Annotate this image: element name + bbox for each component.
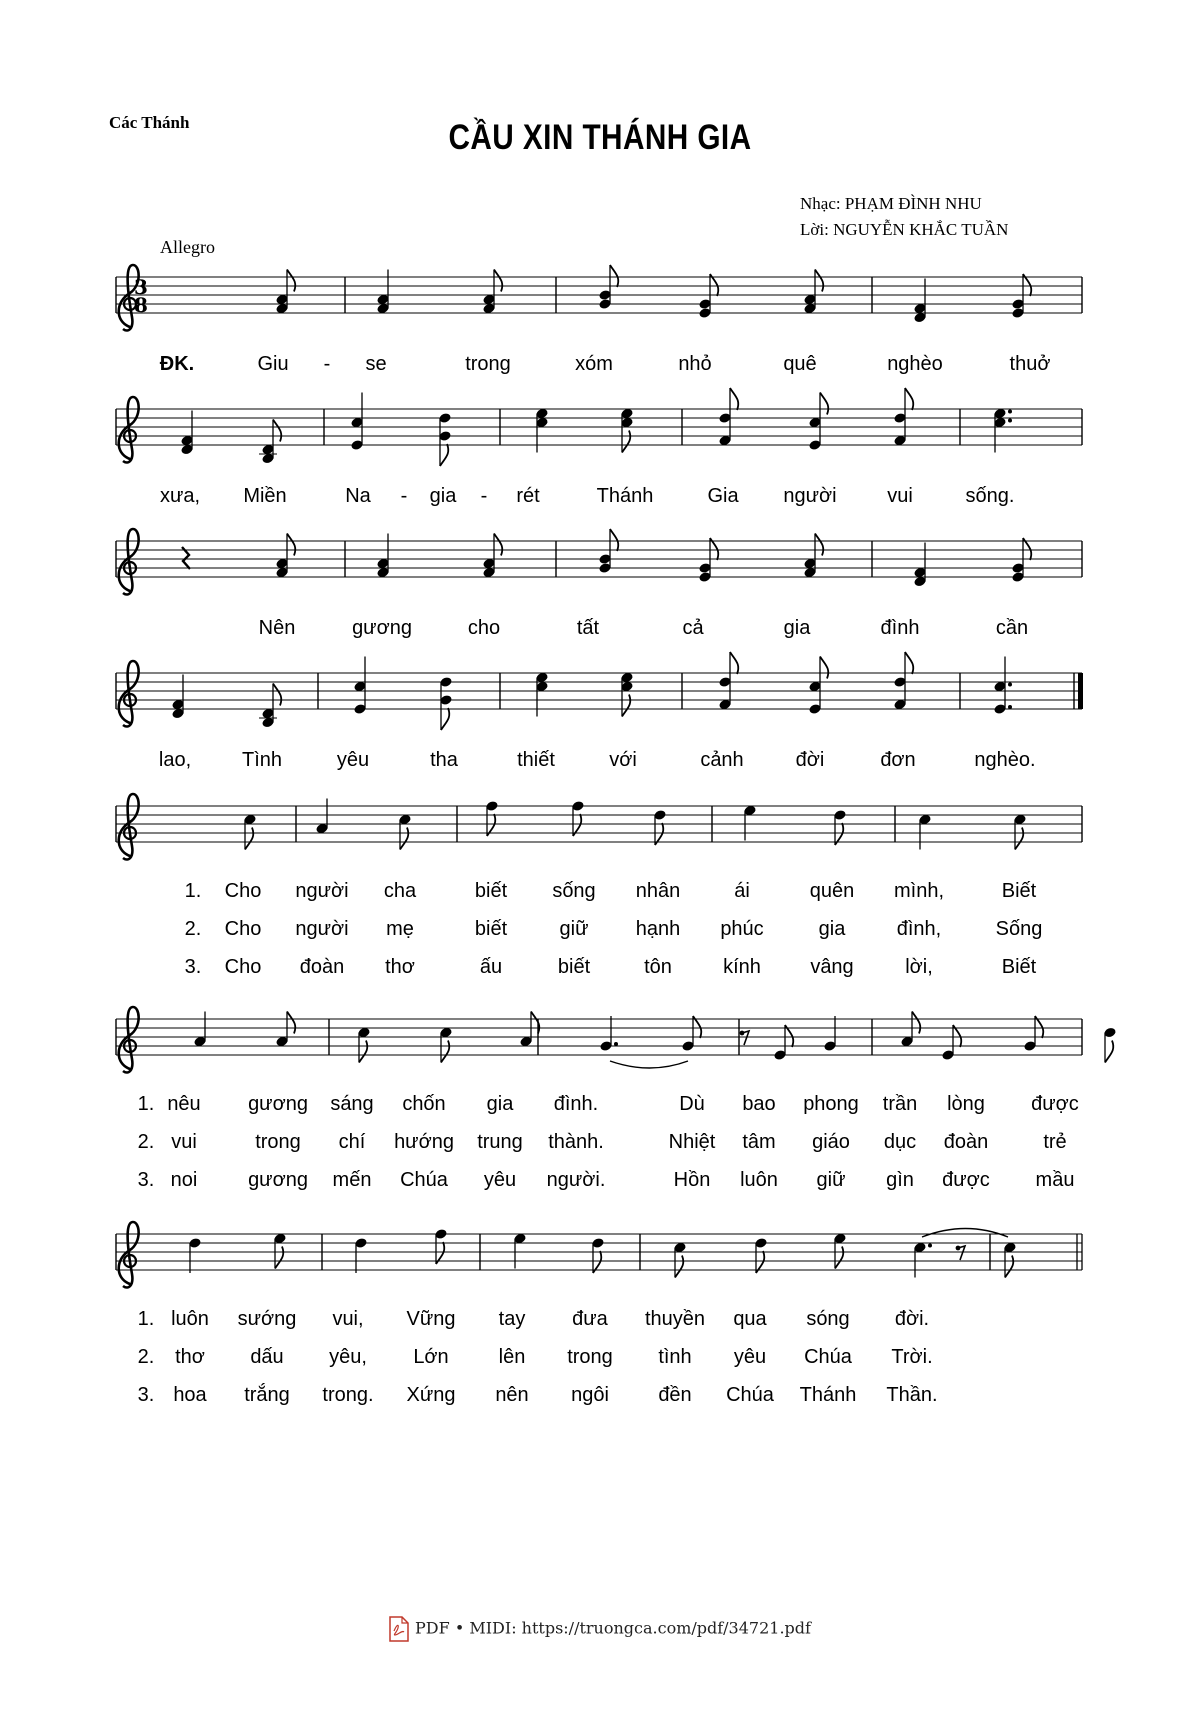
tempo-marking: Allegro [160, 237, 215, 257]
lyric-syllable: đưa [572, 1308, 608, 1330]
note-flag [287, 270, 295, 292]
lyric-syllable: dục [883, 1131, 917, 1153]
note-flag [275, 1247, 283, 1269]
lyric-syllable: đền [658, 1384, 692, 1406]
lyric-syllable: tâm [742, 1131, 776, 1153]
lyric-syllable: phong [803, 1093, 859, 1115]
lyric-syllable: nghèo. [974, 749, 1036, 771]
lyric-syllable: Biết [1001, 880, 1037, 902]
lyric-syllable: người [295, 880, 349, 902]
lyric-syllable: lao, [158, 749, 192, 771]
lyric-syllable: ngôi [571, 1384, 609, 1406]
lyric-syllable: sáng [330, 1093, 374, 1115]
lyric-syllable: Vững [406, 1308, 456, 1330]
lyric-syllable: tất [576, 617, 600, 639]
note-flag [905, 652, 913, 674]
lyric-syllable: rét [516, 485, 540, 507]
music-credit: Nhạc: PHẠM ĐÌNH NHU [800, 194, 982, 213]
lyric-syllable: thuở [1009, 353, 1051, 375]
note-flag [730, 652, 738, 674]
lyric-syllable: luôn [171, 1308, 209, 1330]
note-flag [359, 1041, 367, 1063]
lyric-syllable: quên [809, 880, 855, 902]
note-dot [1008, 419, 1012, 423]
lyric-syllable: gương [248, 1093, 308, 1115]
lyric-syllable: nghèo [887, 353, 943, 375]
lyric-syllable: Dù [679, 1093, 705, 1115]
note-flag [912, 1012, 920, 1034]
lyric-syllable: đời [795, 749, 825, 771]
lyric-syllable: Chúa [400, 1169, 448, 1191]
note-flag [815, 534, 823, 556]
lyric-syllable: mình, [893, 880, 945, 902]
lyric-syllable: Hồn [673, 1169, 711, 1191]
lyric-syllable: yêu, [329, 1346, 367, 1368]
lyric-syllable: lòng [947, 1093, 985, 1115]
lyric-syllable: đoàn [943, 1131, 989, 1153]
lyric-syllable: nhân [635, 880, 681, 902]
lyric-syllable: đoàn [299, 956, 345, 978]
note-flag [440, 444, 448, 466]
note-flag [1105, 1041, 1113, 1063]
lyric-syllable: nhỏ [678, 353, 712, 375]
lyric-syllable: tay [498, 1308, 526, 1330]
lyric-syllable: đình, [896, 918, 942, 940]
lyric-syllable: qua [733, 1308, 767, 1330]
note-dot [614, 1042, 618, 1046]
verse-label: 3. [137, 1384, 155, 1406]
lyric-syllable: Cho [224, 956, 262, 978]
eighth-rest-icon [958, 1246, 965, 1260]
lyric-syllable: sống [552, 880, 596, 902]
note-flag [494, 534, 502, 556]
category-label: Các Thánh [109, 113, 190, 132]
note-flag [494, 270, 502, 292]
lyric-syllable: hướng [394, 1131, 454, 1153]
note-flag [622, 695, 630, 717]
note-flag [675, 1256, 683, 1278]
lyric-syllable: lời, [905, 956, 933, 978]
tie [922, 1229, 1008, 1238]
lyric-syllable: thành. [548, 1131, 604, 1153]
note-flag [610, 529, 618, 551]
lyric-syllable: se [365, 353, 387, 375]
note-flag [820, 657, 828, 679]
lyric-syllable: gương [248, 1169, 308, 1191]
note-flag [245, 828, 253, 850]
verse-label: 2. [137, 1131, 155, 1153]
lyric-syllable: Trời. [891, 1346, 933, 1368]
lyric-syllable: phúc [720, 918, 764, 940]
lyric-syllable: nêu [167, 1093, 201, 1115]
lyric-syllable: người [295, 918, 349, 940]
lyric-syllable: yêu [733, 1346, 767, 1368]
lyric-syllable: trong [567, 1346, 613, 1368]
lyric-syllable: mầu [1035, 1169, 1075, 1191]
note-flag [287, 534, 295, 556]
note-flag [835, 1247, 843, 1269]
lyric-syllable: sống. [965, 485, 1015, 507]
lyric-syllable: Na [345, 485, 371, 507]
time-signature-top: 3 [134, 275, 148, 299]
lyric-syllable: Chúa [726, 1384, 774, 1406]
verse-label: 2. [137, 1346, 155, 1368]
lyric-syllable: luôn [740, 1169, 778, 1191]
lyric-syllable: Chúa [804, 1346, 852, 1368]
lyric-syllable: trắng [244, 1384, 290, 1406]
lyric-syllable: kính [723, 956, 761, 978]
lyric-syllable: Giu [257, 353, 289, 375]
lyric-syllable: xưa, [159, 485, 201, 507]
lyric-syllable: gia [818, 918, 846, 940]
final-barline [1078, 673, 1083, 709]
lyric-syllable: cho [467, 617, 501, 639]
lyric-syllable: xóm [575, 353, 613, 375]
verse-label: ĐK. [159, 353, 195, 375]
lyric-syllable: Xứng [406, 1384, 456, 1406]
lyric-syllable: trong [255, 1131, 301, 1153]
lyric-syllable: giáo [812, 1131, 850, 1153]
lyric-syllable: người [783, 485, 837, 507]
lyric-syllable: tôn [644, 956, 672, 978]
lyric-syllable: trung [477, 1131, 523, 1153]
footer-link[interactable] [0, 1616, 1200, 1642]
lyric-syllable: trẻ [1043, 1131, 1067, 1153]
lyric-syllable: ấu [479, 956, 503, 978]
lyric-syllable: chí [338, 1131, 366, 1153]
lyric-syllable: ái [734, 880, 750, 902]
lyric-syllable: người. [546, 1169, 606, 1191]
lyric-syllable: cả [682, 617, 704, 639]
lyric-syllable: trần [882, 1093, 918, 1115]
note-flag [622, 431, 630, 453]
lyric-syllable: - [323, 353, 331, 375]
note-flag [441, 1041, 449, 1063]
verse-label: 1. [137, 1308, 155, 1330]
lyric-syllable: - [400, 485, 408, 507]
lyric-syllable: quê [783, 353, 817, 375]
note-flag [441, 708, 449, 730]
lyric-syllable: cảnh [700, 749, 744, 771]
lyric-syllable: giữ [816, 1169, 846, 1191]
lyric-syllable: tha [430, 749, 458, 771]
lyric-syllable: Thần. [886, 1384, 938, 1406]
tie [610, 1061, 688, 1068]
lyric-syllable: yêu [336, 749, 370, 771]
lyric-syllable: được [942, 1169, 990, 1191]
note-dot [1008, 683, 1012, 687]
verse-label: 3. [184, 956, 202, 978]
note-dot [1008, 705, 1012, 709]
lyric-syllable: Biết [1001, 956, 1037, 978]
lyric-syllable: thơ [385, 956, 415, 978]
lyric-syllable: biết [474, 880, 508, 902]
lyric-syllable: Cho [224, 918, 262, 940]
note-flag [730, 388, 738, 410]
lyric-syllable: gìn [886, 1169, 914, 1191]
lyric-syllable: thiết [517, 749, 555, 771]
lyric-syllable: yêu [483, 1169, 517, 1191]
lyric-syllable: hoa [173, 1384, 207, 1406]
lyric-syllable: lên [498, 1346, 526, 1368]
lyric-syllable: gia [486, 1093, 514, 1115]
footer-text: PDF • MIDI: https://truongca.com/pdf/34721.pdf [415, 1618, 811, 1638]
verse-label: 2. [184, 918, 202, 940]
lyric-syllable: bao [742, 1093, 776, 1115]
lyric-syllable: trong [465, 353, 511, 375]
lyric-syllable: hạnh [635, 918, 681, 940]
lyric-syllable: Miền [243, 485, 287, 507]
lyric-syllable: sóng [806, 1308, 850, 1330]
lyric-syllable: gia [783, 617, 811, 639]
lyric-syllable: sướng [237, 1308, 297, 1330]
verse-label: 1. [137, 1093, 155, 1115]
lyric-syllable: biết [557, 956, 591, 978]
lyric-syllable: noi [170, 1169, 198, 1191]
lyric-syllable: tình [658, 1346, 692, 1368]
time-signature-bottom: 8 [134, 293, 148, 317]
lyric-syllable: Sống [995, 918, 1043, 940]
pdf-icon [389, 1616, 409, 1642]
lyric-syllable: mến [332, 1169, 372, 1191]
note-flag [820, 393, 828, 415]
note-flag [1015, 828, 1023, 850]
lyric-syllable: vui [887, 485, 913, 507]
note-flag [400, 828, 408, 850]
lyric-syllable: biết [474, 918, 508, 940]
lyric-syllable: nên [495, 1384, 529, 1406]
verse-label: 3. [137, 1169, 155, 1191]
lyric-syllable: Thánh [799, 1384, 857, 1406]
note-flag [273, 684, 281, 706]
lyric-syllable: - [480, 485, 488, 507]
lyric-syllable: Nhiệt [668, 1131, 716, 1153]
note-flag [815, 270, 823, 292]
lyric-syllable: vui, [332, 1308, 364, 1330]
note-dot [928, 1244, 932, 1248]
note-dot [1008, 410, 1012, 414]
lyric-syllable: dấu [250, 1346, 284, 1368]
lyric-syllable: trong. [322, 1384, 374, 1406]
lyric-syllable: được [1031, 1093, 1079, 1115]
lyric-syllable: Thánh [596, 485, 654, 507]
lyric-syllable: với [609, 749, 637, 771]
lyric-syllable: chốn [402, 1093, 446, 1115]
note-flag [273, 420, 281, 442]
note-flag [287, 1012, 295, 1034]
note-flag [1005, 1256, 1013, 1278]
note-flag [905, 388, 913, 410]
lyric-syllable: gương [352, 617, 412, 639]
lyrics-credit: Lời: NGUYỄN KHẮC TUẦN [800, 220, 1009, 239]
note-flag [610, 265, 618, 287]
lyric-syllable: đình. [553, 1093, 599, 1115]
lyric-syllable: cha [383, 880, 417, 902]
lyric-syllable: gia [429, 485, 457, 507]
lyric-syllable: Tình [241, 749, 283, 771]
lyric-syllable: Lớn [413, 1346, 449, 1368]
song-title: CẦU XIN THÁNH GIA [448, 118, 752, 157]
eighth-rest-icon [742, 1031, 749, 1045]
lyric-syllable: đơn [880, 749, 916, 771]
lyric-syllable: vui [171, 1131, 197, 1153]
lyric-syllable: thơ [175, 1346, 205, 1368]
lyric-syllable: Nên [258, 617, 296, 639]
lyric-syllable: thuyền [644, 1308, 706, 1330]
lyric-syllable: Cho [224, 880, 262, 902]
lyric-syllable: đình [880, 617, 920, 639]
lyric-syllable: vâng [810, 956, 854, 978]
lyric-syllable: mẹ [386, 918, 414, 940]
lyric-syllable: giữ [559, 918, 589, 940]
lyric-syllable: cần [995, 617, 1029, 639]
lyric-syllable: Gia [707, 485, 739, 507]
verse-label: 1. [184, 880, 202, 902]
lyric-syllable: đời. [894, 1308, 930, 1330]
